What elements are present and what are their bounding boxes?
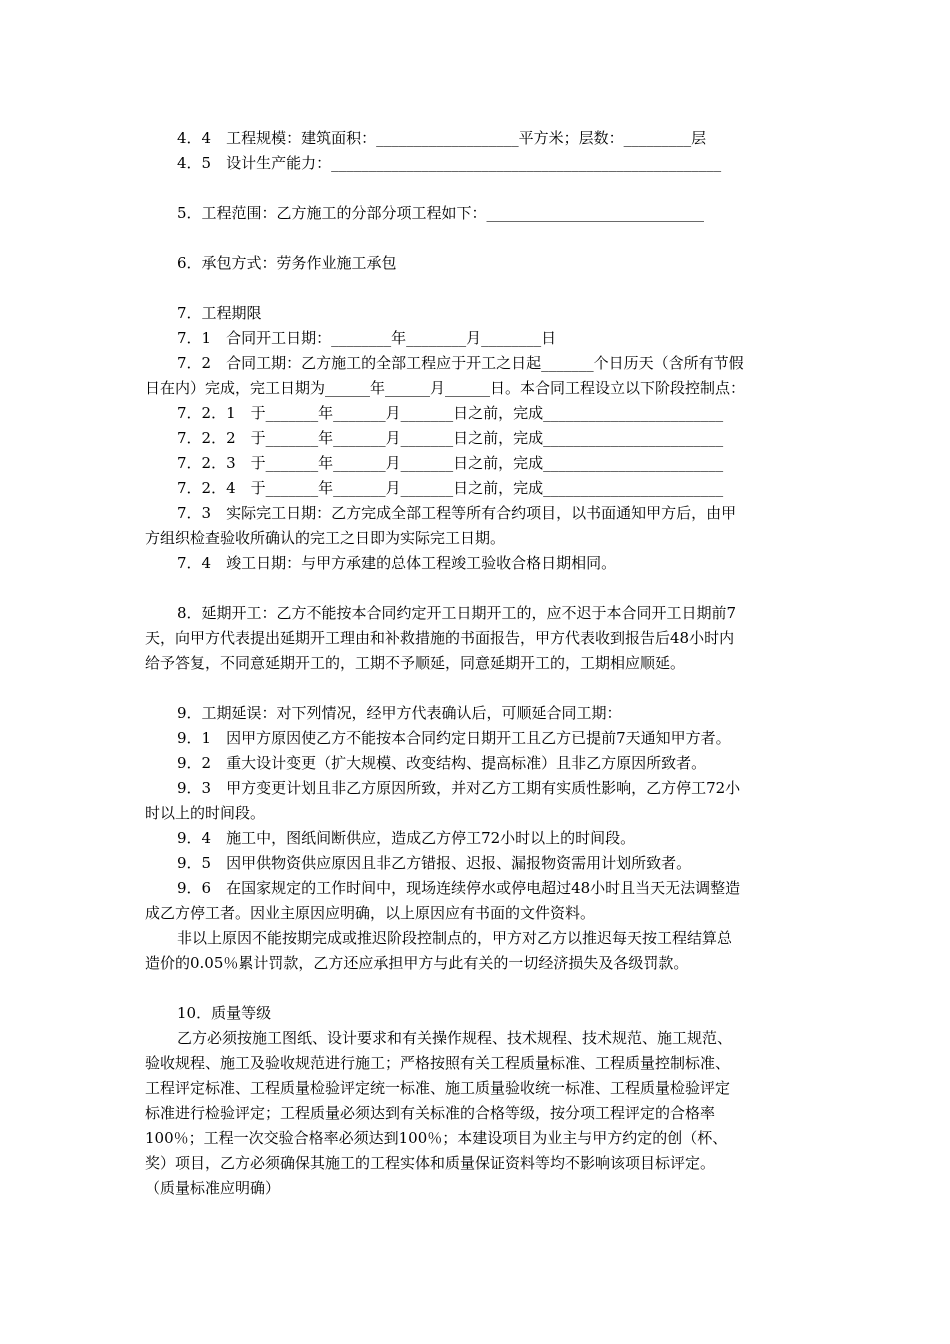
clause-7-heading: 7．工程期限 — [177, 304, 262, 322]
clause-9-4: 9．4 施工中，图纸间断供应，造成乙方停工72小时以上的时间段。 — [177, 829, 636, 847]
clause-9-2: 9．2 重大设计变更（扩大规模、改变结构、提高标准）且非乙方原因所致者。 — [177, 754, 707, 772]
spacer — [145, 576, 805, 601]
clause-7-2-3: 7．2．3 于_______年_______月_______日之前，完成________________________ — [177, 454, 724, 472]
clause-7-2-line1: 7．2 合同工期：乙方施工的全部工程应于开工之日起_______个日历天（含所有节假 — [177, 354, 744, 372]
spacer — [145, 276, 805, 301]
clause-10-line4: 标准进行检验评定；工程质量必须达到有关标准的合格等级，按分项工程评定的合格率 — [145, 1104, 716, 1122]
clause-7-2-2: 7．2．2 于_______年_______月_______日之前，完成________________________ — [177, 429, 724, 447]
clause-6: 6．承包方式：劳务作业施工承包 — [177, 254, 397, 272]
clause-8-line1: 8．延期开工：乙方不能按本合同约定开工日期开工的，应不迟于本合同开工日期前7 — [177, 604, 737, 622]
clause-9-3-line1: 9．3 甲方变更计划且非乙方原因所致，并对乙方工期有实质性影响，乙方停工72小 — [177, 779, 741, 797]
spacer — [145, 976, 805, 1001]
clause-7-4: 7．4 竣工日期：与甲方承建的总体工程竣工验收合格日期相同。 — [177, 554, 617, 572]
clause-10-line2: 验收规程、施工及验收规范进行施工；严格按照有关工程质量标准、工程质量控制标准、 — [145, 1054, 731, 1072]
contract-text — [145, 126, 805, 1201]
clause-8-line2: 天，向甲方代表提出延期开工理由和补救措施的书面报告，甲方代表收到报告后48小时内 — [145, 629, 735, 647]
clause-10-line5: 100％；工程一次交验合格率必须达到100％；本建设项目为业主与甲方约定的创（杯、 — [145, 1129, 728, 1147]
clause-7-2-line2: 日在内）完成，完工日期为______年______月______日。本合同工程设立以下阶段控制点： — [145, 379, 746, 397]
clause-5: 5．工程范围：乙方施工的分部分项工程如下：_____________________________ — [177, 204, 705, 222]
clause-8-line3: 给予答复，不同意延期开工的，工期不予顺延，同意延期开工的，工期相应顺延。 — [145, 654, 686, 672]
clause-7-1: 7．1 合同开工日期：________年________月________日 — [177, 329, 557, 347]
clause-9-6-line2: 成乙方停工者。因业主原因应明确，以上原因应有书面的文件资料。 — [145, 904, 596, 922]
clause-7-3-line1: 7．3 实际完工日期：乙方完成全部工程等所有合约项目，以书面通知甲方后，由甲 — [177, 504, 737, 522]
clause-9-6-line1: 9．6 在国家规定的工作时间中，现场连续停水或停电超过48小时且当天无法调整造 — [177, 879, 741, 897]
clause-10-line1: 乙方必须按施工图纸、设计要求和有关操作规程、技术规程、技术规范、施工规范、 — [177, 1029, 733, 1047]
spacer — [145, 226, 805, 251]
clause-4-4: 4．4 工程规模：建筑面积：___________________平方米；层数：_________层 — [177, 129, 707, 147]
spacer — [145, 176, 805, 201]
clause-10-line3: 工程评定标准、工程质量检验评定统一标准、施工质量验收统一标准、工程质量检验评定 — [145, 1079, 731, 1097]
clause-7-2-4: 7．2．4 于_______年_______月_______日之前，完成________________________ — [177, 479, 724, 497]
clause-9-1: 9．1 因甲方原因使乙方不能按本合同约定日期开工且乙方已提前7天通知甲方者。 — [177, 729, 731, 747]
clause-9-3-line2: 时以上的时间段。 — [145, 804, 266, 822]
clause-9-5: 9．5 因甲供物资供应原因且非乙方错报、迟报、漏报物资需用计划所致者。 — [177, 854, 692, 872]
clause-10-heading: 10．质量等级 — [177, 1004, 272, 1022]
clause-10-note: （质量标准应明确） — [145, 1179, 281, 1197]
spacer — [145, 676, 805, 701]
clause-7-3-line2: 方组织检查验收所确认的完工之日即为实际完工日期。 — [145, 529, 506, 547]
clause-9-penalty-line1: 非以上原因不能按期完成或推迟阶段控制点的，甲方对乙方以推迟每天按工程结算总 — [177, 929, 733, 947]
clause-10-line6: 奖）项目，乙方必须确保其施工的工程实体和质量保证资料等均不影响该项目标评定。 — [145, 1154, 716, 1172]
clause-7-2-1: 7．2．1 于_______年_______月_______日之前，完成________________________ — [177, 404, 724, 422]
clause-4-5: 4．5 设计生产能力：____________________________________________________ — [177, 154, 722, 172]
clause-9-penalty-line2: 造价的0.05％累计罚款，乙方还应承担甲方与此有关的一切经济损失及各级罚款。 — [145, 954, 689, 972]
clause-9-heading: 9．工期延误：对下列情况，经甲方代表确认后，可顺延合同工期： — [177, 704, 622, 722]
